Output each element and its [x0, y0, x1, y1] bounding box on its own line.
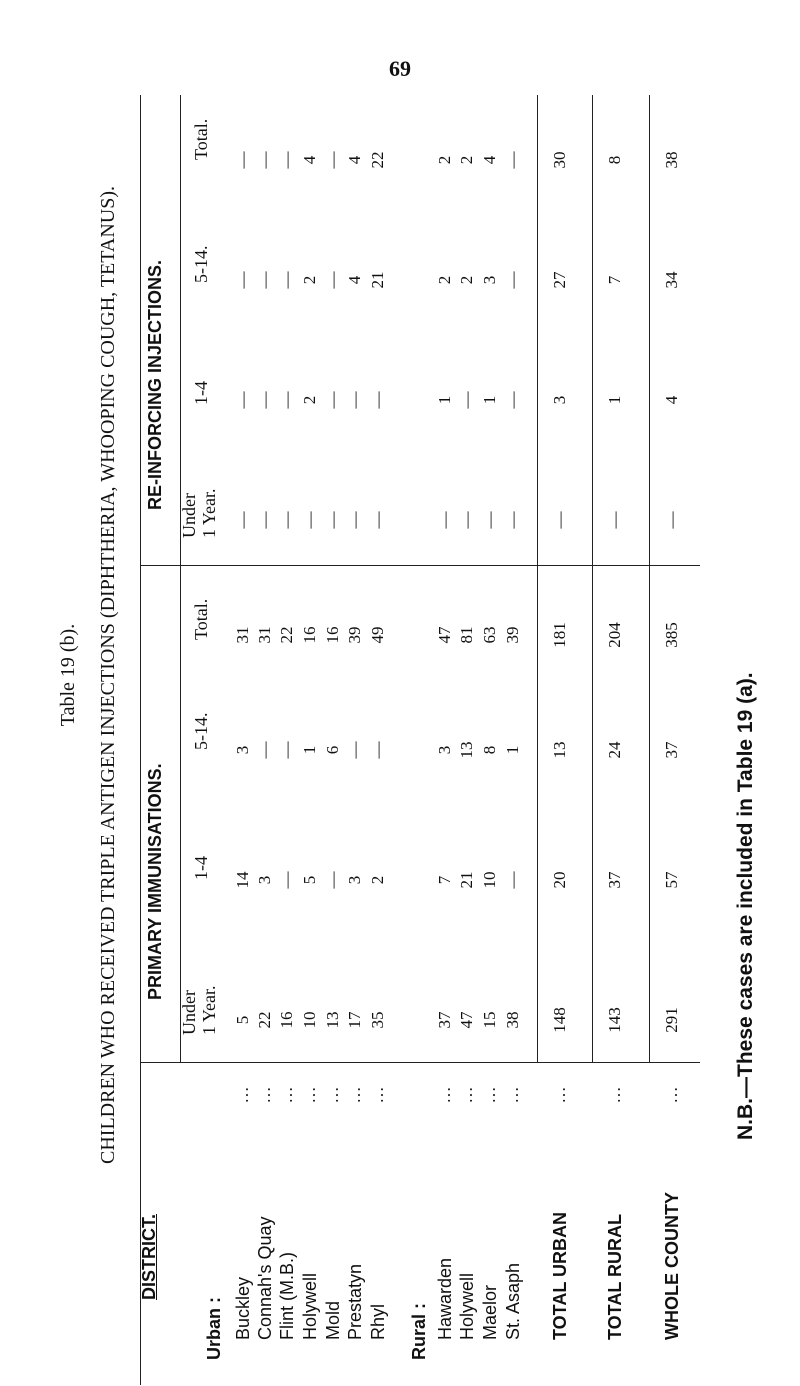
primary-cell: 148 — [550, 1007, 569, 1033]
table-row — [498, 151, 528, 1360]
reinforcing-cell: — — [345, 391, 364, 409]
primary-cell: 13 — [457, 741, 476, 759]
leader-dots: … — [480, 1086, 499, 1104]
reinforcing-cell: 4 — [480, 155, 499, 165]
district-name: TOTAL RURAL — [605, 1214, 625, 1340]
primary-cell: 39 — [345, 626, 364, 644]
footnote — [735, 240, 756, 1140]
reinforcing-cell: 2 — [457, 275, 476, 285]
reinforcing-cell: — — [323, 271, 342, 289]
primary-cell: 14 — [233, 871, 252, 889]
total-row — [600, 155, 630, 1360]
primary-under1-line2: 1 Year. — [199, 985, 219, 1035]
primary-cell: 20 — [550, 871, 569, 889]
primary-cell: 63 — [480, 626, 499, 644]
reinf-total-header — [192, 119, 210, 160]
primary-cell: 3 — [435, 745, 454, 755]
reinforcing-cell: 30 — [550, 151, 569, 169]
reinforcing-cell: — — [503, 271, 522, 289]
primary-cell: 22 — [255, 1011, 274, 1029]
reinforcing-cell: 34 — [662, 271, 681, 289]
primary-cell: 8 — [480, 745, 499, 755]
leader-dots: … — [435, 1086, 454, 1104]
primary-cell: 31 — [255, 626, 274, 644]
primary-cell: 3 — [345, 875, 364, 885]
primary-cell: 47 — [435, 626, 454, 644]
reinforcing-cell: 2 — [300, 275, 319, 285]
district-name: Hawarden — [435, 1257, 455, 1340]
reinforcing-cell: 1 — [435, 395, 454, 405]
leader-dots: … — [662, 1086, 681, 1104]
reinforcing-cell: — — [368, 511, 387, 529]
primary-under1-header — [180, 990, 198, 1035]
header-primary-text: PRIMARY IMMUNISATIONS. — [145, 763, 165, 1000]
primary-cell: 81 — [457, 626, 476, 644]
reinforcing-cell: — — [457, 511, 476, 529]
total-rule — [649, 95, 650, 1063]
primary-cell: 49 — [368, 626, 387, 644]
district-name: Rhyl — [368, 1303, 388, 1340]
leader-dots: … — [550, 1086, 569, 1104]
reinforcing-cell: — — [457, 391, 476, 409]
reinforcing-cell: 22 — [368, 151, 387, 169]
table-number-text: Table 19 (b). — [57, 623, 79, 727]
reinforcing-cell: 38 — [662, 151, 681, 169]
district-name: Flint (M.B.) — [277, 1252, 297, 1340]
reinforcing-cell: — — [233, 151, 252, 169]
reinforcing-cell: — — [435, 511, 454, 529]
leader-dots: … — [233, 1086, 252, 1104]
district-name: Prestatyn — [345, 1263, 365, 1340]
reinforcing-cell: — — [300, 511, 319, 529]
primary-cell: 37 — [662, 741, 681, 759]
primary-cell: 24 — [605, 741, 624, 759]
reinforcing-cell: 3 — [550, 395, 569, 405]
total-rule — [537, 95, 538, 1063]
header-district — [140, 1214, 158, 1300]
district-name: Mold — [323, 1300, 343, 1340]
primary-cell: 21 — [457, 871, 476, 889]
primary-cell: 385 — [662, 622, 681, 648]
reinforcing-cell: 4 — [300, 155, 319, 165]
header-reinforcing — [146, 260, 164, 510]
primary-cell: 5 — [233, 1015, 252, 1025]
section-urban-text: Urban : — [204, 1297, 224, 1360]
primary-cell: 2 — [368, 875, 387, 885]
header-district-text: DISTRICT. — [139, 1213, 159, 1300]
table-title-text: CHILDREN WHO RECEIVED TRIPLE ANTIGEN INJECTIONS (DIPHTHERIA, WHOOPING COUGH, TETANUS). — [97, 186, 119, 1164]
section-rural-text: Rural : — [409, 1302, 429, 1360]
reinforcing-cell: — — [662, 511, 681, 529]
header-reinforcing-text: RE-INFORCING INJECTIONS. — [145, 259, 165, 510]
reinforcing-cell: — — [277, 511, 296, 529]
reinforcing-cell: 2 — [435, 275, 454, 285]
primary-5-14-header — [192, 713, 210, 751]
primary-cell: — — [323, 871, 342, 889]
district-name: Holywell — [300, 1272, 320, 1340]
reinforcing-cell: — — [233, 271, 252, 289]
primary-cell: 37 — [435, 1011, 454, 1029]
district-name: Holywell — [457, 1272, 477, 1340]
district-name: TOTAL URBAN — [550, 1212, 570, 1340]
reinforcing-cell: — — [323, 511, 342, 529]
primary-cell: 47 — [457, 1011, 476, 1029]
primary-cell: 22 — [277, 626, 296, 644]
primary-total-header — [192, 599, 210, 640]
primary-cell: 16 — [323, 626, 342, 644]
reinf-under1-line1: Under — [179, 493, 199, 538]
table-top-rule — [140, 95, 141, 1385]
primary-cell: 13 — [550, 741, 569, 759]
reinf-5-14-header — [192, 246, 210, 284]
reinforcing-cell: — — [503, 511, 522, 529]
primary-1-4-text: 1-4 — [191, 856, 211, 880]
reinforcing-cell: 2 — [300, 395, 319, 405]
leader-dots: … — [345, 1086, 364, 1104]
district-name: St. Asaph — [503, 1262, 523, 1340]
leader-dots: … — [277, 1086, 296, 1104]
primary-cell: 10 — [480, 871, 499, 889]
section-rural — [410, 1303, 428, 1360]
header-rule — [180, 95, 181, 1063]
primary-cell: 3 — [233, 745, 252, 755]
primary-5-14-text: 5-14. — [191, 712, 211, 750]
primary-cell: — — [277, 871, 296, 889]
reinforcing-cell: — — [255, 391, 274, 409]
reinf-under1-header — [180, 493, 198, 538]
reinforcing-cell: — — [368, 391, 387, 409]
primary-cell: 5 — [300, 875, 319, 885]
reinf-1-4-text: 1-4 — [191, 381, 211, 405]
leader-dots: … — [300, 1086, 319, 1104]
primary-cell: 10 — [300, 1011, 319, 1029]
primary-cell: 1 — [300, 745, 319, 755]
primary-cell: 143 — [605, 1007, 624, 1033]
reinforcing-cell: 21 — [368, 271, 387, 289]
primary-cell: 31 — [233, 626, 252, 644]
primary-cell: — — [277, 741, 296, 759]
reinforcing-cell: 4 — [662, 395, 681, 405]
primary-cell: 7 — [435, 875, 454, 885]
total-rule — [592, 95, 593, 1063]
reinf-total-text: Total. — [191, 118, 211, 160]
district-name: Maelor — [480, 1284, 500, 1340]
primary-total-text: Total. — [191, 598, 211, 640]
leader-dots: … — [605, 1086, 624, 1104]
reinforcing-cell: — — [503, 151, 522, 169]
reinf-under1-header-2 — [200, 488, 218, 538]
district-name: Connah's Quay — [255, 1216, 275, 1340]
primary-cell: — — [255, 741, 274, 759]
reinforcing-cell: — — [233, 391, 252, 409]
reinforcing-cell: 4 — [345, 155, 364, 165]
primary-cell: 16 — [300, 626, 319, 644]
primary-cell: 6 — [323, 745, 342, 755]
reinforcing-cell: 8 — [605, 155, 624, 165]
primary-cell: 204 — [605, 622, 624, 648]
primary-cell: 57 — [662, 871, 681, 889]
reinforcing-cell: — — [255, 511, 274, 529]
reinforcing-cell: — — [605, 511, 624, 529]
leader-dots: … — [255, 1086, 274, 1104]
district-name: WHOLE COUNTY — [662, 1192, 682, 1340]
primary-cell: 37 — [605, 871, 624, 889]
reinforcing-cell: — — [233, 511, 252, 529]
primary-cell: 16 — [277, 1011, 296, 1029]
reinf-5-14-text: 5-14. — [191, 245, 211, 283]
table-number — [58, 135, 78, 1215]
primary-cell: 39 — [503, 626, 522, 644]
reinforcing-cell: 2 — [457, 155, 476, 165]
table-title — [98, 135, 118, 1215]
reinforcing-cell: — — [323, 391, 342, 409]
reinforcing-cell: 27 — [550, 271, 569, 289]
primary-cell: — — [345, 741, 364, 759]
table-row — [363, 151, 393, 1360]
reinforcing-cell: 3 — [480, 275, 499, 285]
primary-under1-header-2 — [200, 985, 218, 1035]
primary-cell: 1 — [503, 745, 522, 755]
reinforcing-cell: — — [277, 391, 296, 409]
reinforcing-cell: 1 — [605, 395, 624, 405]
page-number: 69 — [389, 56, 411, 81]
district-name: Buckley — [233, 1276, 253, 1340]
primary-cell: 35 — [368, 1011, 387, 1029]
reinforcing-cell: — — [323, 151, 342, 169]
primary-under1-line1: Under — [179, 990, 199, 1035]
primary-1-4-header — [192, 856, 210, 880]
reinforcing-cell: 7 — [605, 275, 624, 285]
reinforcing-cell: — — [255, 151, 274, 169]
header-primary — [146, 763, 164, 1000]
primary-cell: 3 — [255, 875, 274, 885]
leader-dots: … — [457, 1086, 476, 1104]
footnote-text: N.B.—These cases are included in Table 19 (a). — [734, 672, 757, 1140]
primary-cell: 38 — [503, 1011, 522, 1029]
reinforcing-cell: — — [550, 511, 569, 529]
reinforcing-cell: — — [277, 151, 296, 169]
primary-cell: 291 — [662, 1007, 681, 1033]
primary-cell: 181 — [550, 622, 569, 648]
primary-cell: 15 — [480, 1011, 499, 1029]
reinforcing-cell: — — [345, 511, 364, 529]
total-row — [545, 151, 575, 1360]
reinforcing-cell: — — [277, 271, 296, 289]
reinforcing-cell: — — [255, 271, 274, 289]
reinforcing-cell: 4 — [345, 275, 364, 285]
leader-dots: … — [323, 1086, 342, 1104]
primary-cell: — — [503, 871, 522, 889]
leader-dots: … — [503, 1086, 522, 1104]
reinforcing-cell: — — [503, 391, 522, 409]
section-urban — [205, 1297, 223, 1360]
reinforcing-cell: — — [480, 511, 499, 529]
primary-cell: 13 — [323, 1011, 342, 1029]
primary-cell: — — [368, 741, 387, 759]
primary-cell: 17 — [345, 1011, 364, 1029]
leader-dots: … — [368, 1086, 387, 1104]
reinf-under1-line2: 1 Year. — [199, 488, 219, 538]
reinf-1-4-header — [192, 381, 210, 405]
total-row — [657, 151, 687, 1360]
reinforcing-cell: 2 — [435, 155, 454, 165]
reinforcing-cell: 1 — [480, 395, 499, 405]
